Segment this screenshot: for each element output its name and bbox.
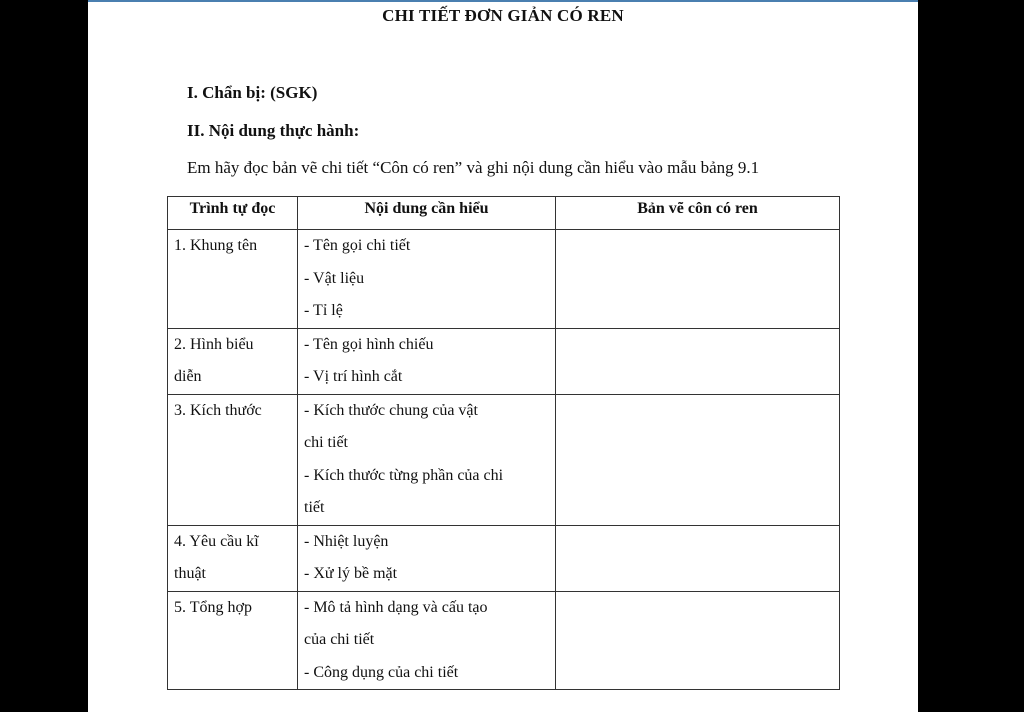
content-cell-line: chi tiết (304, 434, 348, 451)
step-cell (168, 230, 298, 329)
content-cell-line: tiết (304, 499, 325, 516)
content-cell-line: - Kích thước từng phần của chi (304, 466, 504, 484)
content-cell-line: - Tên gọi hình chiếu (304, 335, 434, 353)
instruction-text: Em hãy đọc bản vẽ chi tiết “Côn có ren” và ghi nội dung cần hiểu vào mẫu bảng 9.1 (187, 158, 760, 177)
section-heading-practice: II. Nội dung thực hành: (187, 121, 360, 140)
content-cell-line: - Xử lý bề mặt (304, 565, 398, 582)
content-cell-line: - Tỉ lệ (304, 302, 343, 319)
content-cell-line: - Kích thước chung của vật (304, 401, 478, 419)
reading-table (167, 196, 840, 690)
table-header-row (168, 197, 840, 230)
header-content: Nội dung cần hiểu (298, 197, 556, 230)
step-cell-line: 3. Kích thước (174, 401, 262, 419)
table-row (168, 525, 840, 591)
step-cell-line: 5. Tổng hợp (174, 598, 252, 616)
step-cell-line: 2. Hình biểu (174, 335, 254, 353)
content-cell-line: của chi tiết (304, 631, 375, 648)
header-drawing: Bản vẽ côn có ren (556, 197, 840, 230)
content-cell-line: - Vật liệu (304, 269, 365, 287)
drawing-cell (556, 328, 840, 394)
section-heading-preparation: I. Chẩn bị: (SGK) (187, 83, 318, 102)
step-cell (168, 591, 298, 690)
content-cell (298, 328, 556, 394)
content-cell-line: - Tên gọi chi tiết (304, 237, 411, 254)
content-cell-line: - Mô tả hình dạng và cấu tạo (304, 598, 488, 616)
document-page (88, 0, 918, 712)
step-cell-line: diễn (174, 368, 202, 385)
content-cell (298, 591, 556, 690)
drawing-cell (556, 230, 840, 329)
step-cell-line: 4. Yêu cầu kĩ (174, 532, 259, 550)
drawing-cell (556, 394, 840, 525)
content-cell (298, 525, 556, 591)
table-row (168, 591, 840, 690)
content-cell-line: - Vị trí hình cắt (304, 368, 403, 385)
step-cell-line: thuật (174, 565, 206, 582)
drawing-cell (556, 525, 840, 591)
table-row (168, 328, 840, 394)
table-row (168, 230, 840, 329)
document-title: CHI TIẾT ĐƠN GIẢN CÓ REN (382, 6, 624, 25)
content-cell (298, 230, 556, 329)
content-cell-line: - Công dụng của chi tiết (304, 663, 459, 681)
step-cell (168, 394, 298, 525)
header-step: Trình tự đọc (168, 197, 298, 230)
content-cell-line: - Nhiệt luyện (304, 532, 389, 550)
drawing-cell (556, 591, 840, 690)
table-row (168, 394, 840, 525)
step-cell (168, 328, 298, 394)
step-cell-line: 1. Khung tên (174, 237, 258, 254)
content-cell (298, 394, 556, 525)
step-cell (168, 525, 298, 591)
